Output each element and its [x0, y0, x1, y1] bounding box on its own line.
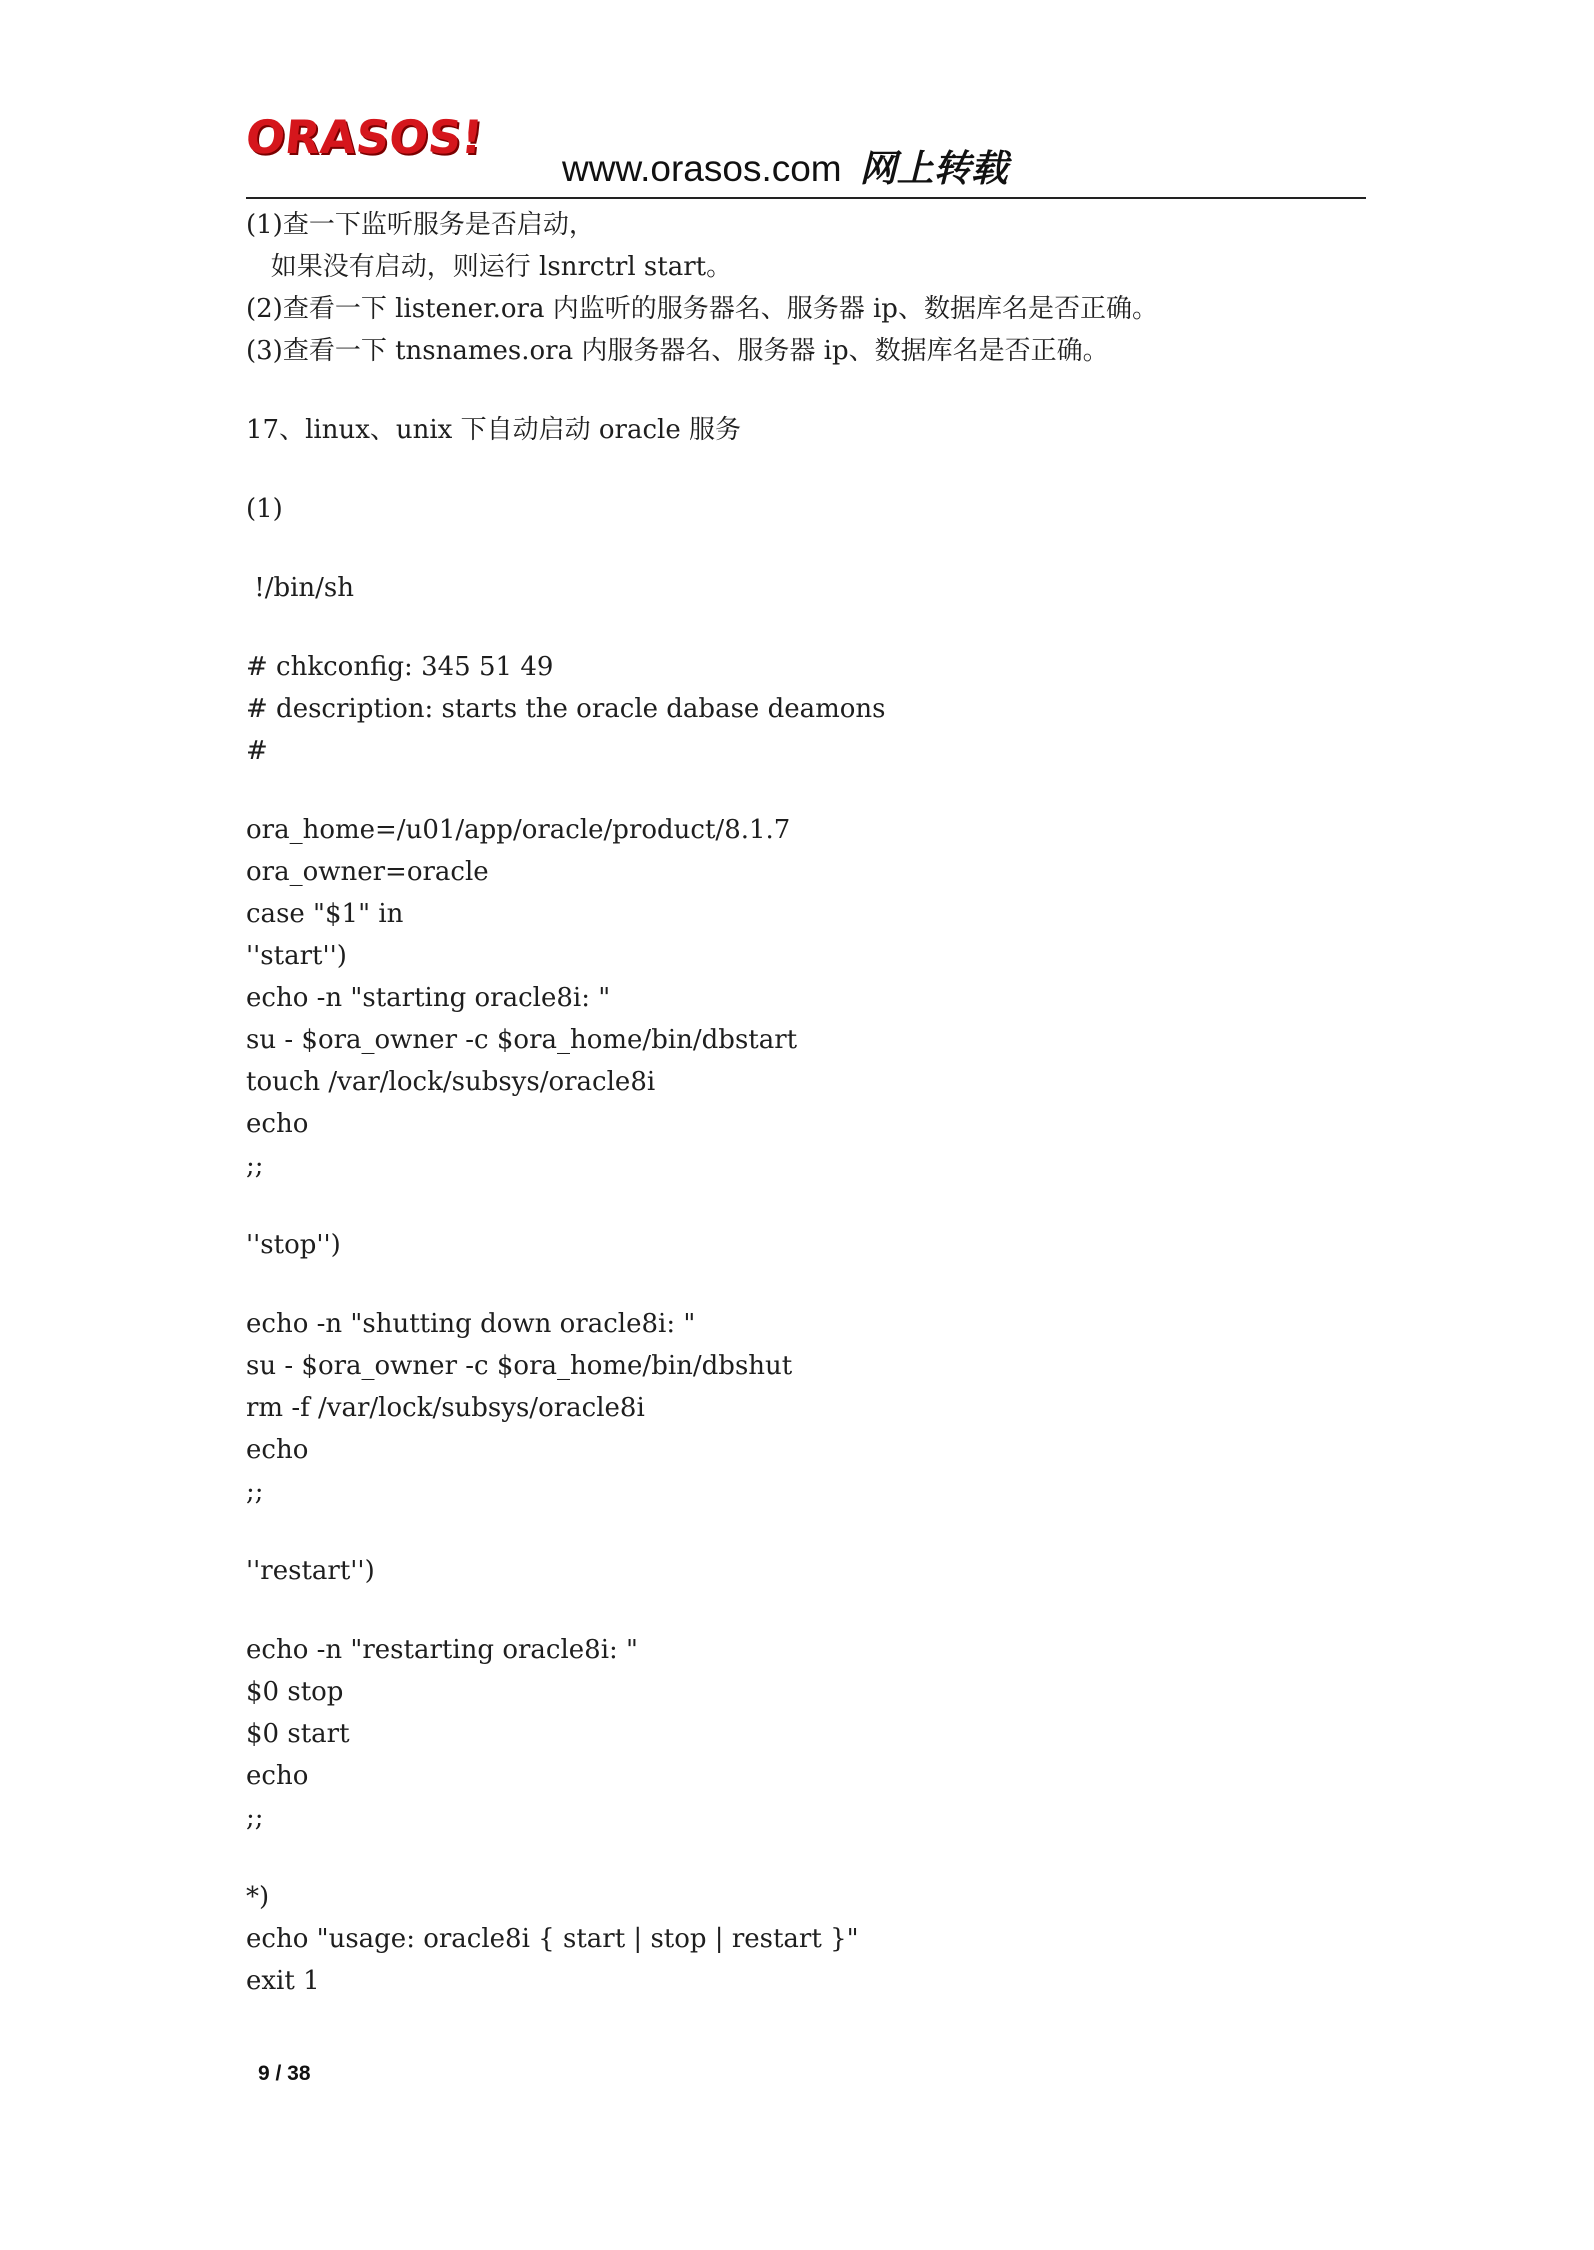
- text-line: ''start''): [246, 941, 347, 971]
- text-line: su - $ora_owner -c $ora_home/bin/dbstart: [246, 1025, 798, 1055]
- text-line: [246, 1513, 1366, 1550]
- text-line: exit 1: [246, 1966, 320, 1996]
- text-line: case "$1" in: [246, 899, 404, 929]
- text-line: rm -f /var/lock/subsys/oracle8i: [246, 1393, 645, 1423]
- text-line: (3)查看一下 tnsnames.ora 内服务器名、服务器 ip、数据库名是否正确。: [246, 336, 1109, 366]
- text-line: su - $ora_owner -c $ora_home/bin/dbshut: [246, 1351, 793, 1381]
- text-line: (2)查看一下 listener.ora 内监听的服务器名、服务器 ip、数据库名是否正确。: [246, 294, 1158, 324]
- text-line: # description: starts the oracle dabase deamons: [246, 694, 886, 724]
- document-body: [246, 204, 1366, 2002]
- text-line: [246, 372, 1366, 409]
- text-line: [246, 530, 1366, 567]
- text-line: [246, 1187, 1366, 1224]
- text-line: [246, 1592, 1366, 1629]
- text-line: (1): [246, 494, 283, 524]
- text-line: (1)查一下监听服务是否启动，: [246, 210, 595, 240]
- text-line: echo "usage: oracle8i { start | stop | restart }": [246, 1924, 859, 1954]
- text-line: !/bin/sh: [246, 573, 355, 603]
- page-header: [243, 110, 1366, 202]
- text-line: ;;: [246, 1151, 264, 1181]
- text-line: echo -n "starting oracle8i: ": [246, 983, 611, 1013]
- text-line: echo: [246, 1435, 309, 1465]
- text-line: echo -n "restarting oracle8i: ": [246, 1635, 639, 1665]
- text-line: [246, 1839, 1366, 1876]
- orasos-logo: ORASOS!: [243, 110, 486, 164]
- text-line: 如果没有启动，则运行 lsnrctrl start。: [246, 252, 733, 282]
- text-line: ;;: [246, 1477, 264, 1507]
- text-line: echo -n "shutting down oracle8i: ": [246, 1309, 696, 1339]
- text-line: *): [246, 1882, 270, 1912]
- text-line: ''restart''): [246, 1556, 375, 1586]
- text-line: 17、linux、unix 下自动启动 oracle 服务: [246, 415, 741, 445]
- text-line: ;;: [246, 1803, 264, 1833]
- text-line: echo: [246, 1109, 309, 1139]
- text-line: ''stop''): [246, 1230, 341, 1260]
- page-number: 9 / 38: [258, 2062, 311, 2085]
- site-url: www.orasos.com: [562, 148, 842, 189]
- text-line: echo: [246, 1761, 309, 1791]
- text-line: ora_home=/u01/app/oracle/product/8.1.7: [246, 815, 791, 845]
- repost-tag: 网上转载: [859, 146, 1008, 190]
- text-line: [246, 451, 1366, 488]
- text-line: #: [246, 736, 268, 766]
- text-line: $0 stop: [246, 1677, 344, 1707]
- site-banner: [562, 138, 1008, 192]
- text-line: [246, 772, 1366, 809]
- header-rule: [246, 197, 1366, 199]
- text-line: touch /var/lock/subsys/oracle8i: [246, 1067, 656, 1097]
- text-line: $0 start: [246, 1719, 350, 1749]
- text-line: [246, 609, 1366, 646]
- text-line: [246, 1266, 1366, 1303]
- text-line: ora_owner=oracle: [246, 857, 489, 887]
- text-line: # chkconfig: 345 51 49: [246, 652, 554, 682]
